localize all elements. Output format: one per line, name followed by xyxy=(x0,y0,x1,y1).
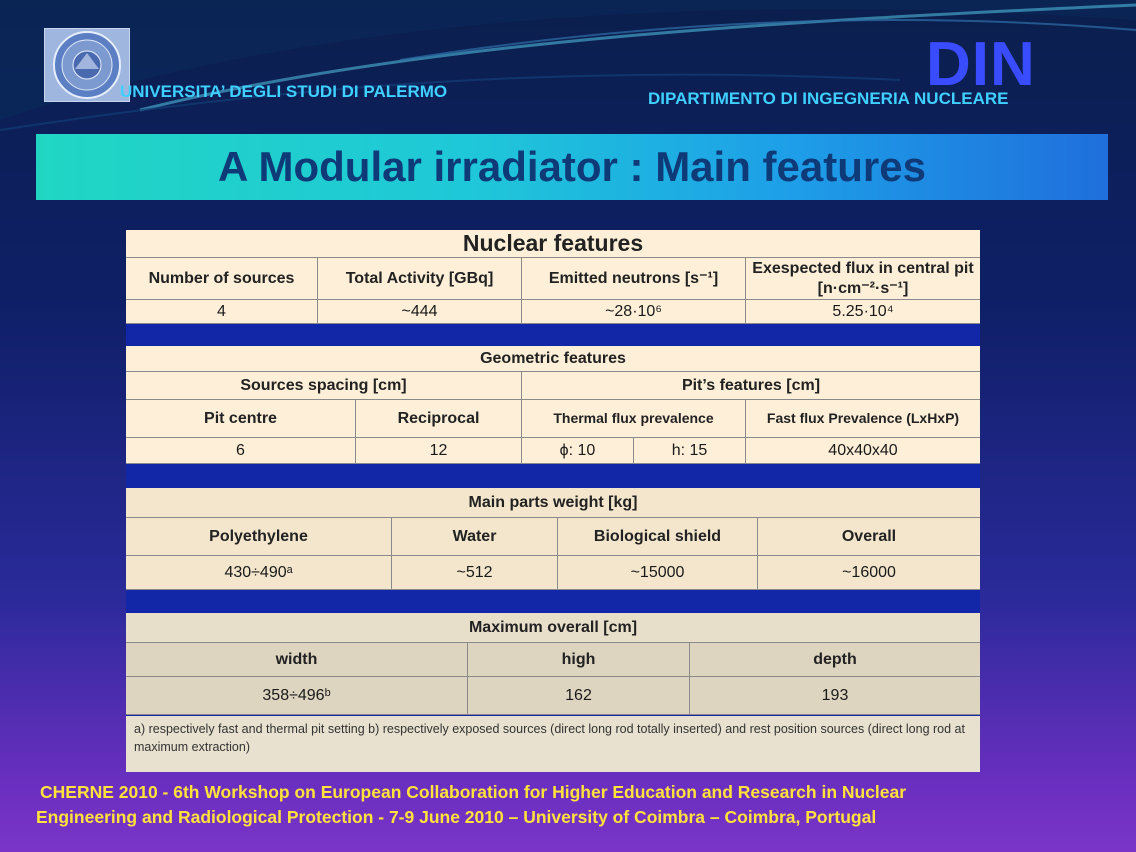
weight-title-row xyxy=(126,488,980,518)
header-pit-features: Pit’s features [cm] xyxy=(522,372,980,400)
geometric-values-row xyxy=(126,438,980,464)
value-overall: ~16000 xyxy=(758,556,980,590)
header-emitted-neutrons: Emitted neutrons [s⁻¹] xyxy=(522,258,746,300)
din-logo-text: DIN xyxy=(926,30,1036,99)
value-polyethylene: 430÷490ᵃ xyxy=(126,556,392,590)
overall-header-row xyxy=(126,643,980,677)
header-depth: depth xyxy=(690,643,980,677)
footer xyxy=(36,780,1116,829)
header-total-activity: Total Activity [GBq] xyxy=(318,258,522,300)
overall-title-row xyxy=(126,613,980,643)
nuclear-header-row xyxy=(126,258,980,300)
header-sources-spacing: Sources spacing [cm] xyxy=(126,372,522,400)
value-reciprocal: 12 xyxy=(356,438,522,464)
geometric-features-title: Geometric features xyxy=(126,346,980,372)
weight-title: Main parts weight [kg] xyxy=(126,488,980,518)
features-panel xyxy=(126,230,980,772)
value-thermal-diameter: ϕ: 10 xyxy=(522,438,634,464)
header-high: high xyxy=(468,643,690,677)
footer-line-1: CHERNE 2010 - 6th Workshop on European Collaboration for Higher Education and Research in Nuclear xyxy=(40,782,907,802)
value-thermal-height: h: 15 xyxy=(634,438,746,464)
university-seal-logo xyxy=(44,28,130,102)
header-reciprocal: Reciprocal xyxy=(356,400,522,438)
header-expected-flux: Exespected flux in central pit [n·cm⁻²·s⁻¹] xyxy=(746,258,980,300)
title-bar xyxy=(36,134,1108,200)
footnote: a) respectively fast and thermal pit setting b) respectively exposed sources (direct long rod totally inserted) and rest position sources (direct long rod at maximum extraction) xyxy=(126,716,980,772)
value-expected-flux: 5.25·10⁴ xyxy=(746,300,980,324)
header-fast-flux: Fast flux Prevalence (LxHxP) xyxy=(746,400,980,438)
value-high: 162 xyxy=(468,677,690,715)
value-depth: 193 xyxy=(690,677,980,715)
header-pit-centre: Pit centre xyxy=(126,400,356,438)
geometric-group-row xyxy=(126,372,980,400)
nuclear-title-row xyxy=(126,230,980,258)
header-biological-shield: Biological shield xyxy=(558,518,758,556)
header-thermal-flux: Thermal flux prevalence xyxy=(522,400,746,438)
geometric-title-row xyxy=(126,346,980,372)
value-pit-centre: 6 xyxy=(126,438,356,464)
value-emitted-neutrons: ~28·10⁶ xyxy=(522,300,746,324)
value-number-of-sources: 4 xyxy=(126,300,318,324)
value-biological-shield: ~15000 xyxy=(558,556,758,590)
page-title: A Modular irradiator : Main features xyxy=(218,143,926,190)
department-name: DIPARTIMENTO DI INGEGNERIA NUCLEARE xyxy=(648,89,1009,108)
header-water: Water xyxy=(392,518,558,556)
value-width: 358÷496ᵇ xyxy=(126,677,468,715)
university-name: UNIVERSITA’ DEGLI STUDI DI PALERMO xyxy=(120,82,448,101)
weight-values-row xyxy=(126,556,980,590)
overall-title: Maximum overall [cm] xyxy=(126,613,980,643)
nuclear-features-title: Nuclear features xyxy=(126,230,980,258)
value-fast-flux: 40x40x40 xyxy=(746,438,980,464)
value-water: ~512 xyxy=(392,556,558,590)
geometric-header-row xyxy=(126,400,980,438)
header-polyethylene: Polyethylene xyxy=(126,518,392,556)
header-number-of-sources: Number of sources xyxy=(126,258,318,300)
overall-values-row xyxy=(126,677,980,715)
value-total-activity: ~444 xyxy=(318,300,522,324)
nuclear-values-row xyxy=(126,300,980,324)
header-width: width xyxy=(126,643,468,677)
header-overall: Overall xyxy=(758,518,980,556)
weight-header-row xyxy=(126,518,980,556)
footer-line-2: Engineering and Radiological Protection - 7-9 June 2010 – University of Coimbra – Coimbra, Portugal xyxy=(36,806,877,827)
